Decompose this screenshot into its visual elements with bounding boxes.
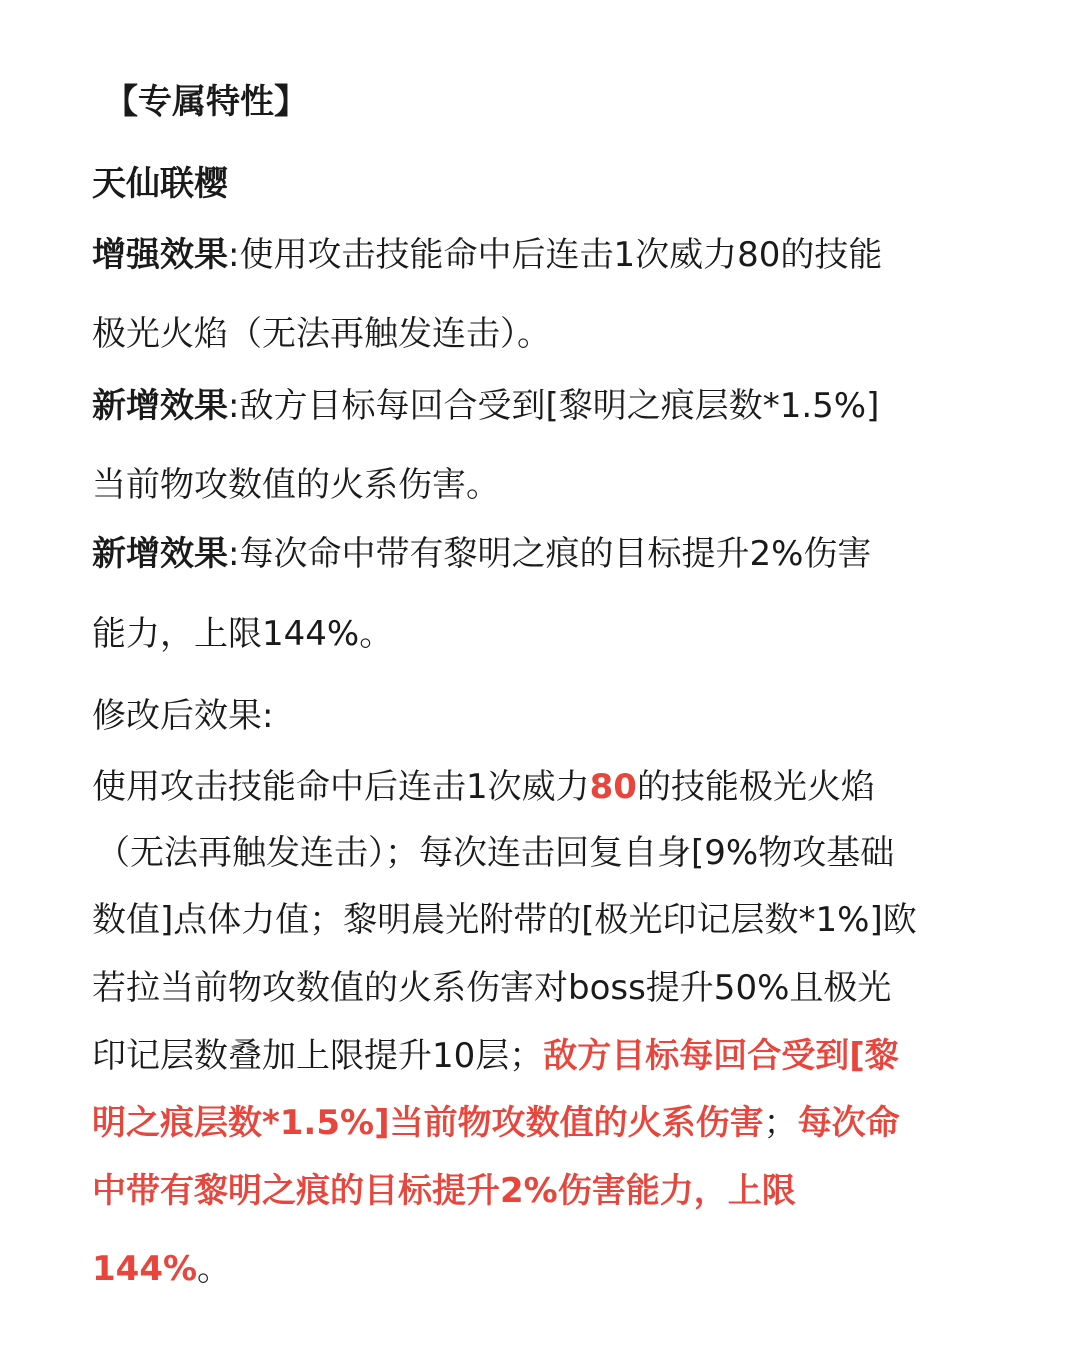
- modified-line-6-highlight-a: 明之痕层数*1.5%]当前物攻数值的火系伤害: [92, 1103, 764, 1143]
- modified-line-6-highlight-b: 每次命: [797, 1103, 900, 1143]
- effect-2-text: 敌方目标每回合受到[黎明之痕层数*1.5%]: [239, 386, 880, 426]
- modified-line-6-sep: ；: [763, 1103, 798, 1143]
- effect-3-label: 新增效果: [92, 534, 228, 574]
- effect-2-label: 新增效果: [92, 386, 228, 426]
- effect-3-text: 每次命中带有黎明之痕的目标提升2%伤害: [239, 534, 872, 574]
- modified-line-7: 中带有黎明之痕的目标提升2%伤害能力，上限: [92, 1171, 796, 1211]
- modified-line-6: [92, 1103, 900, 1143]
- modified-line-1: [92, 767, 875, 807]
- modified-line-1-highlight: 80: [589, 767, 637, 807]
- modified-line-8: [92, 1249, 231, 1289]
- modified-line-8-highlight: 144%: [92, 1249, 198, 1289]
- trait-name: 天仙联樱: [92, 164, 228, 204]
- modified-line-1-a: 使用攻击技能命中后连击1次威力: [92, 767, 590, 807]
- effect-2-sep: :: [228, 386, 240, 426]
- modified-line-3: 数值]点体力值；黎明晨光附带的[极光印记层数*1%]欧: [92, 900, 917, 940]
- effect-1-label: 增强效果: [92, 235, 228, 275]
- section-title: 【专属特性】: [104, 82, 308, 122]
- modified-line-8-end: 。: [197, 1249, 232, 1289]
- effect-1-line-2: 极光火焰（无法再触发连击）。: [92, 314, 551, 354]
- effect-1-line-1: [92, 235, 882, 275]
- effect-2-line-1: [92, 386, 879, 426]
- effect-1-sep: :: [228, 235, 240, 275]
- effect-3-sep: :: [228, 534, 240, 574]
- modified-line-5-highlight: 敌方目标每回合受到[黎: [543, 1036, 899, 1076]
- effect-1-text: 使用攻击技能命中后连击1次威力80的技能: [239, 235, 883, 275]
- modified-line-4: 若拉当前物攻数值的火系伤害对boss提升50%且极光: [92, 968, 892, 1008]
- modified-line-5: [92, 1036, 899, 1076]
- effect-3-line-1: [92, 534, 871, 574]
- effect-2-line-2: 当前物攻数值的火系伤害。: [92, 465, 500, 505]
- modified-line-1-b: 的技能极光火焰: [636, 767, 875, 807]
- modified-line-2: （无法再触发连击）；每次连击回复自身[9%物攻基础: [96, 833, 895, 873]
- effect-3-line-2: 能力，上限144%。: [92, 614, 394, 654]
- modified-line-5-a: 印记层数叠加上限提升10层；: [92, 1036, 544, 1076]
- modified-label: 修改后效果:: [92, 696, 274, 736]
